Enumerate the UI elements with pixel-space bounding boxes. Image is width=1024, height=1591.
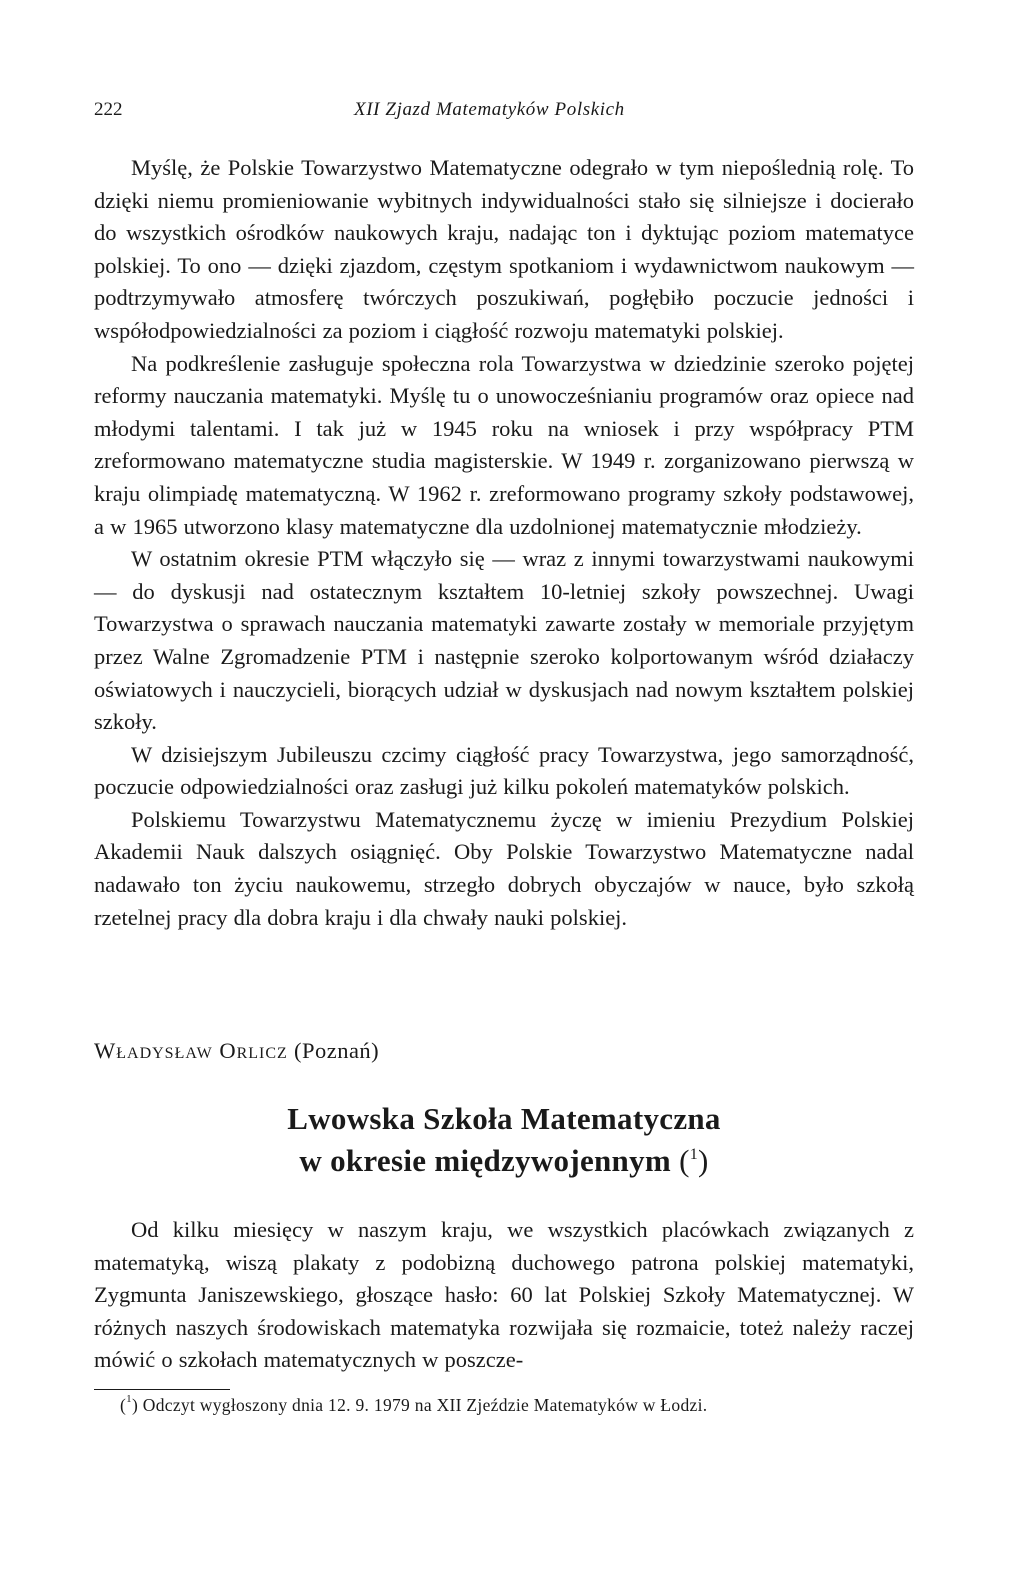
footnote-ref-close: ): [698, 1143, 709, 1178]
article-author: [94, 1038, 379, 1064]
body-text: [94, 152, 914, 934]
footnote-marker-number: 1: [126, 1393, 132, 1405]
paragraph: Na podkreślenie zasługuje społeczna rola Towarzystwa w dziedzinie szeroko pojętej reformy nauczania matematyki. Myślę tu o unowocześnianiu programów oraz opiece nad młodymi talentami. I tak już w 1945 roku na wniosek i przy współpracy PTM zreformowano matematyczne studia magisterskie. W 1949 r. zorganizowano pierwszą w kraju olimpiadę matematyczną. W 1962 r. zreformowano programy szkoły podstawowej, a w 1965 utworzono klasy matematyczne dla uzdolnionej matematycznie młodzieży.: [94, 350, 914, 539]
article-body: [94, 1214, 914, 1377]
footnote-marker-open: (: [120, 1395, 127, 1415]
footnote-text: Odczyt wygłoszony dnia 12. 9. 1979 na XII Zjeździe Matematyków w Łodzi.: [142, 1395, 708, 1415]
running-head: [94, 99, 914, 125]
footnote-ref-number: 1: [689, 1146, 699, 1163]
footnote-rule: [94, 1389, 230, 1390]
paragraph: Myślę, że Polskie Towarzystwo Matematyczne odegrało w tym niepoślednią rolę. To dzięki niemu promieniowanie wybitnych indywidualności stało się silniejsze i docierało do wszystkich ośrodków naukowych kraju, nadając ton i dyktując poziom matematyce polskiej. To ono — dzięki zjazdom, częstym spotkaniom i wydawnictwom naukowym — podtrzymywało atmosferę twórczych poszukiwań, pogłębiło poczucie jedności i współodpowiedzialności za poziom i ciągłość rozwoju matematyki polskiej.: [94, 155, 914, 343]
paragraph: Polskiemu Towarzystwu Matematycznemu życzę w imieniu Prezydium Polskiej Akademii Nauk dalszych osiągnięć. Oby Polskie Towarzystwo Matematyczne nadal nadawało ton życiu naukowemu, strzegło dobrych obyczajów w nauce, było szkołą rzetelnej pracy dla dobra kraju i dla chwały nauki polskiej.: [94, 806, 914, 930]
author-affiliation: (Poznań): [293, 1038, 380, 1063]
article-title-line-1: Lwowska Szkoła Matematyczna: [287, 1101, 721, 1136]
document-page: [94, 0, 914, 1591]
page-number: 222: [94, 99, 123, 120]
paragraph: Od kilku miesięcy w naszym kraju, we wszystkich placówkach związanych z matematyką, wiszą plakaty z podobizną duchowego patrona polskiej matematyki, Zygmunta Janiszewskiego, głoszące hasło: 60 lat Polskiej Szkoły Matematycznej. W różnych naszych środowiskach matematyka rozwijała się rozmaicie, toteż należy raczej mówić o szkołach matematycznych w poszcze-: [94, 1217, 914, 1373]
title-footnote-reference[interactable]: [679, 1143, 709, 1178]
paragraph: W ostatnim okresie PTM włączyło się — wraz z innymi towarzystwami naukowymi — do dyskusji nad ostatecznym kształtem 10-letniej szkoły powszechnej. Uwagi Towarzystwa o sprawach nauczania matematyki zawarte zostały w memoriale przyjętym przez Walne Zgromadzenie PTM i następnie szeroko kolportowanym wśród działaczy oświatowych i nauczycieli, biorących udział w dyskusjach nad nowym kształtem polskiej szkoły.: [94, 546, 914, 735]
footnote: [120, 1395, 707, 1416]
author-name: Władysław Orlicz: [94, 1038, 288, 1063]
article-title-line-2: [94, 1140, 914, 1182]
article-title: [94, 1098, 914, 1182]
article-title-line-2-text: w okresie międzywojennym: [299, 1143, 672, 1178]
paragraph: W dzisiejszym Jubileuszu czcimy ciągłość pracy Towarzystwa, jego samorządność, poczucie odpowiedzialności oraz zasługi już kilku pokoleń matematyków polskich.: [94, 741, 914, 800]
footnote-ref-open: (: [679, 1143, 690, 1178]
footnote-marker: [120, 1395, 138, 1415]
footnote-marker-close: ): [131, 1395, 139, 1415]
journal-title: XII Zjazd Matematyków Polskich: [354, 99, 625, 120]
